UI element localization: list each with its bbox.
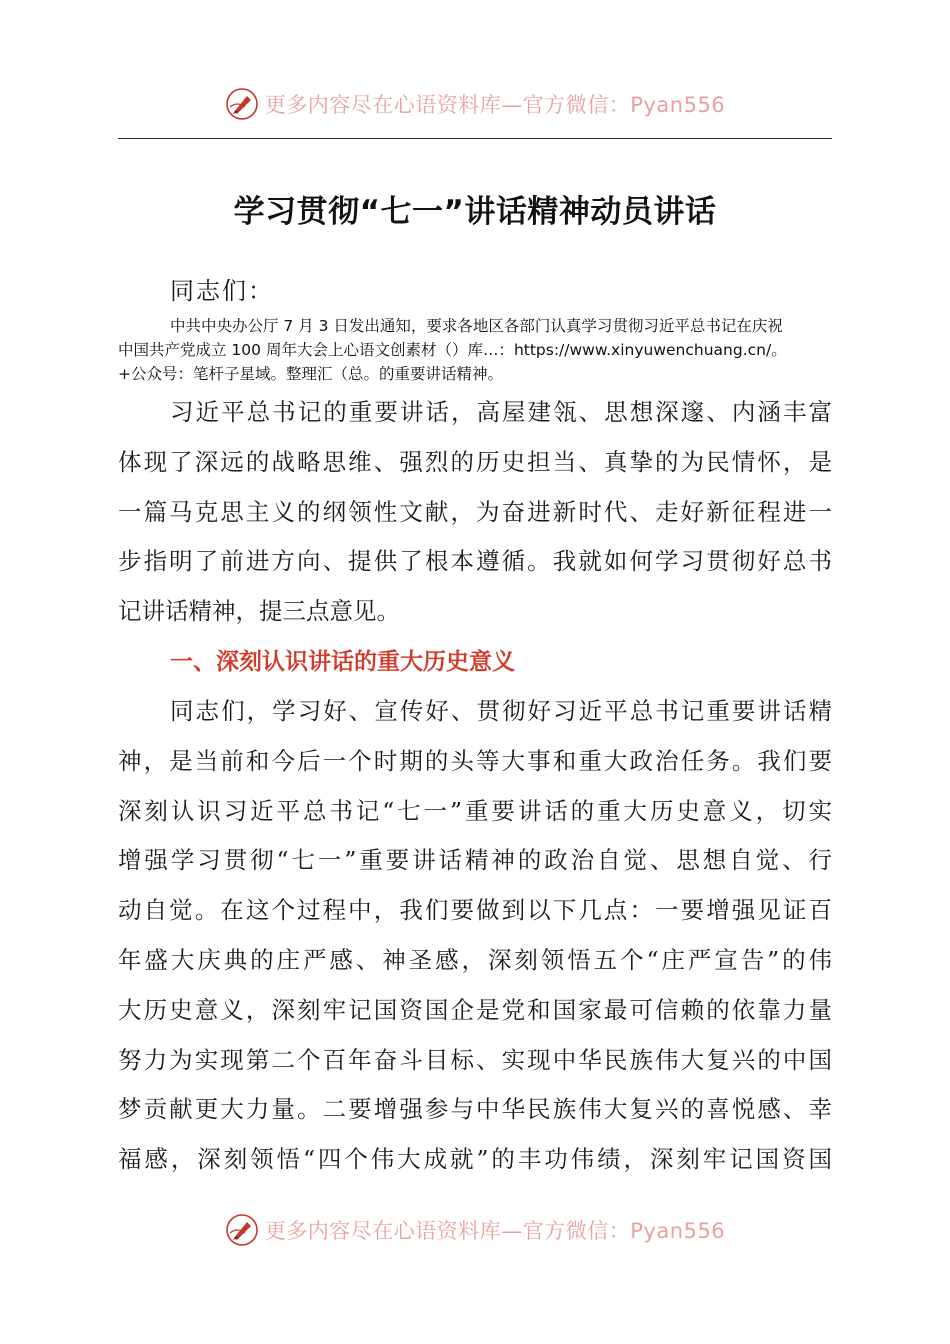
text-line: 深刻认识习近平总书记“七一”重要讲话的重大历史意义，切实 — [118, 796, 832, 825]
watermark-text: 更多内容尽在心语资料库—官方微信：Pyan556 — [264, 93, 726, 117]
watermark-text: 更多内容尽在心语资料库—官方微信：Pyan556 — [264, 1219, 726, 1243]
paragraph-section-one — [118, 687, 832, 1185]
text-line: 年盛大庆典的庄严感、神圣感，深刻领悟五个“庄严宣告”的伟 — [118, 945, 832, 974]
text-line: 一篇马克思主义的纲领性文献，为奋进新时代、走好新征程进一 — [118, 497, 832, 526]
note-line: 中国共产党成立 100 周年大会上心语文创素材（）库…：https://www.xinyuwenchuang.cn/。 — [118, 341, 787, 359]
text-line: 梦贡献更大力量。二要增强参与中华民族伟大复兴的喜悦感、幸 — [118, 1095, 832, 1124]
pen-nib-logo-icon — [225, 87, 259, 121]
text-line: 神，是当前和今后一个时期的头等大事和重大政治任务。我们要 — [118, 746, 832, 775]
text-line: 增强学习贯彻“七一”重要讲话精神的政治自觉、思想自觉、行 — [118, 846, 832, 875]
text-line: 体现了深远的战略思维、强烈的历史担当、真挚的为民情怀，是 — [118, 447, 832, 476]
text-line: 大历史意义，深刻牢记国资国企是党和国家最可信赖的依靠力量 — [118, 995, 832, 1024]
text-line: 福感，深刻领悟“四个伟大成就”的丰功伟绩，深刻牢记国资国 — [118, 1145, 832, 1174]
text-line: 同志们，学习好、宣传好、贯彻好习近平总书记重要讲话精 — [170, 697, 832, 725]
header-watermark — [0, 84, 950, 124]
salutation: 同志们： — [170, 277, 274, 305]
text-line: 习近平总书记的重要讲话，高屋建瓴、思想深邃、内涵丰富 — [170, 398, 832, 426]
note-line: +公众号：笔杆子星域。整理汇（总。的重要讲话精神。 — [118, 365, 503, 383]
header-divider — [118, 138, 832, 139]
text-line: 动自觉。在这个过程中，我们要做到以下几点：一要增强见证百 — [118, 896, 832, 925]
text-line: 记讲话精神，提三点意见。 — [118, 597, 400, 626]
text-line: 努力为实现第二个百年奋斗目标、实现中华民族伟大复兴的中国 — [118, 1045, 832, 1074]
footer-watermark — [0, 1210, 950, 1250]
section-heading: 一、深刻认识讲话的重大历史意义 — [170, 649, 515, 675]
pen-nib-logo-icon — [225, 1213, 259, 1247]
text-line: 步指明了前进方向、提供了根本遵循。我就如何学习贯彻好总书 — [118, 547, 832, 576]
note-line: 中共中央办公厅 7 月 3 日发出通知，要求各地区各部门认真学习贯彻习近平总书记在庆祝 — [170, 317, 783, 335]
inserted-note — [118, 314, 832, 386]
paragraph-intro — [118, 388, 832, 637]
document-title: 学习贯彻“七一”讲话精神动员讲话 — [233, 194, 717, 230]
